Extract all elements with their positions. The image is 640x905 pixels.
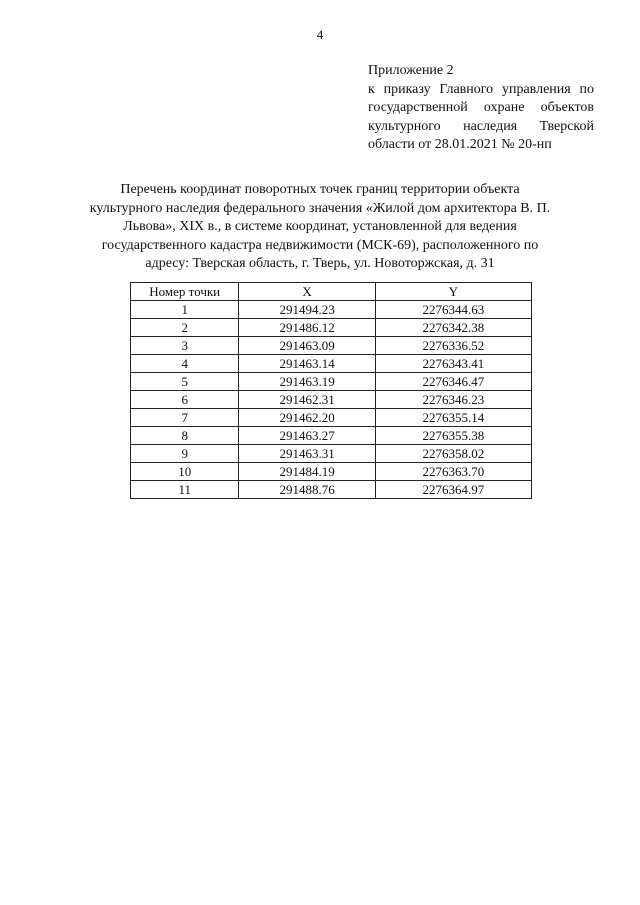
table-row [131, 319, 532, 337]
x-cell: 291463.14 [239, 355, 375, 373]
point-number-cell: 7 [131, 409, 239, 427]
x-cell: 291494.23 [239, 301, 375, 319]
y-cell: 2276336.52 [375, 337, 531, 355]
y-cell: 2276344.63 [375, 301, 531, 319]
x-cell: 291463.19 [239, 373, 375, 391]
page-number: 4 [316, 27, 324, 42]
column-header-point-number: Номер точки [131, 283, 239, 301]
table-row [131, 463, 532, 481]
table-row [131, 391, 532, 409]
heading-line: адресу: Тверская область, г. Тверь, ул. Новоторжская, д. 31 [145, 256, 495, 271]
table-row [131, 355, 532, 373]
y-cell: 2276346.47 [375, 373, 531, 391]
column-header-x: X [239, 283, 375, 301]
appendix-line: области от 28.01.2021 № 20-нп [368, 137, 552, 152]
x-cell: 291463.27 [239, 427, 375, 445]
point-number-cell: 10 [131, 463, 239, 481]
point-number-cell: 11 [131, 481, 239, 499]
x-cell: 291484.19 [239, 463, 375, 481]
x-cell: 291462.31 [239, 391, 375, 409]
heading-line: культурного наследия федерального значения «Жилой дом архитектора В. П. [89, 200, 551, 216]
point-number-cell: 9 [131, 445, 239, 463]
table-row [131, 445, 532, 463]
y-cell: 2276342.38 [375, 319, 531, 337]
table-row [131, 481, 532, 499]
point-number-cell: 3 [131, 337, 239, 355]
y-cell: 2276355.38 [375, 427, 531, 445]
heading-line: государственного кадастра недвижимости (МСК-69), расположенного по [101, 237, 539, 253]
table-row [131, 427, 532, 445]
point-number-cell: 4 [131, 355, 239, 373]
table-row [131, 301, 532, 319]
heading-line: Львова», XIX в., в системе координат, установленной для ведения [123, 219, 517, 234]
x-cell: 291463.31 [239, 445, 375, 463]
heading-line: Перечень координат поворотных точек границ территории объекта [120, 182, 520, 197]
appendix-line: культурного наследия Тверской [368, 118, 594, 134]
table-row [131, 337, 532, 355]
y-cell: 2276363.70 [375, 463, 531, 481]
x-cell: 291462.20 [239, 409, 375, 427]
column-header-y: Y [375, 283, 531, 301]
point-number-cell: 2 [131, 319, 239, 337]
y-cell: 2276346.23 [375, 391, 531, 409]
y-cell: 2276343.41 [375, 355, 531, 373]
coordinates-table [130, 282, 532, 499]
point-number-cell: 5 [131, 373, 239, 391]
x-cell: 291488.76 [239, 481, 375, 499]
appendix-block [368, 62, 594, 155]
appendix-title: Приложение 2 [368, 63, 454, 78]
appendix-line: государственной охране объектов [368, 100, 594, 115]
x-cell: 291463.09 [239, 337, 375, 355]
y-cell: 2276358.02 [375, 445, 531, 463]
table-row [131, 409, 532, 427]
document-heading [80, 181, 560, 274]
point-number-cell: 8 [131, 427, 239, 445]
appendix-line: к приказу Главного управления по [368, 81, 594, 97]
table-row [131, 373, 532, 391]
y-cell: 2276355.14 [375, 409, 531, 427]
y-cell: 2276364.97 [375, 481, 531, 499]
x-cell: 291486.12 [239, 319, 375, 337]
table-body [131, 301, 532, 499]
point-number-cell: 1 [131, 301, 239, 319]
table-header-row [131, 283, 532, 301]
point-number-cell: 6 [131, 391, 239, 409]
